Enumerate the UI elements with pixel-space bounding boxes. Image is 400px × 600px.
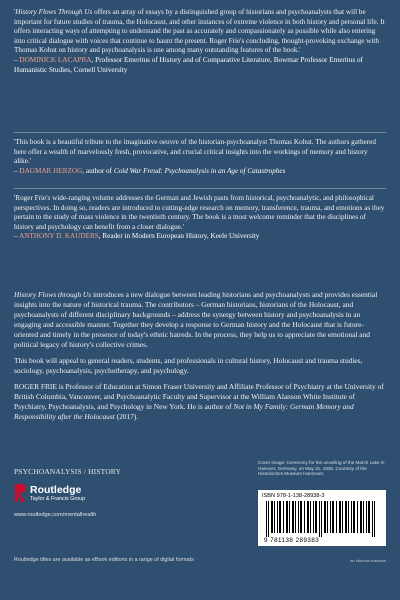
isbn-barcode-box <box>258 490 386 546</box>
ebook-note: Routledge titles are available as eBook editions in a range of digital formats <box>14 557 194 563</box>
cover-image-credit: Cover image: Ceremony for the unveiling of the March Lake in Hanover, Germany, on May 31, 1936. Courtesy of the Historisches Museum Hannover. <box>258 460 385 477</box>
endorser-name: ANTHONY D. KAUDERS <box>19 232 99 241</box>
publisher-group: Taylor & Francis Group <box>30 496 86 502</box>
routledge-logo-icon <box>14 484 26 502</box>
endorsement-attribution: – DOMINICK LACAPRA, Professor Emeritus of History and of Comparative Literature, Bowmar Professor Emeritus of Humanistic Studies, Cornell University <box>14 55 363 74</box>
endorser-name: DAGMAR HERZOG <box>19 166 83 175</box>
endorsement-kauders <box>14 194 386 242</box>
endorsement-lacapra <box>14 8 386 75</box>
book-title: History Flows Through Us <box>15 8 93 16</box>
endorser-name: DOMINICK LACAPRA <box>19 55 92 64</box>
endorsement-attribution: – DAGMAR HERZOG, author of Cold War Freud: Psychoanalysis in an Age of Catastrophes <box>14 166 286 175</box>
barcode-icon <box>264 501 380 537</box>
publisher-name: Routledge <box>30 484 82 496</box>
description-paragraph: History Flows through Us introduces a new dialogue between leading historians and psychoanalysts and provides essential insights into the nature of historical trauma. The contributors – German historians, historians of the Holocaust, and psychoanalysts of different disciplinary backgrounds – address the synergy between history and psychoanalysis in an engaging and accessible manner. Together they develop a response to German history and the Holocaust that is future-oriented and timely in the presence of today's ethnic hatreds. In the process, they help us to appreciate the emotional and political legacy of history's collective crimes. <box>14 290 378 349</box>
isbn-digits: 9 781138 289383 <box>264 537 320 544</box>
endorsement-text: 'Roger Frie's wide-ranging volume addresses the German and Jewish pasts from historical, psychoanalytic, and philosophical perspectives. In doing so, readers are introduced to cutting-edge research on memory, transference, trauma, and emotions as they pertain to the study of mass violence in the twentieth century. The book is a most welcome reminder that the disciplines of history and psychology can benefit from a closer dialogue.' <box>14 194 385 231</box>
isbn-label: ISBN 978-1-138-28938-3 <box>262 493 325 499</box>
informa-credit: an informa business <box>350 558 386 563</box>
subject-category: PSYCHOANALYSIS / HISTORY <box>14 467 122 476</box>
book-description <box>14 290 386 428</box>
endorsement-herzog <box>14 138 386 176</box>
endorsement-text: 'History Flows Through Us offers an array of essays by a distinguished group of historians and psychoanalysts that will be important for future studies of trauma, the Holocaust, and other instances of extreme violence in both history and personal life. It offers interacting ways of attempting to understand the past as accurately and compassionately as possible while also entering into critical dialogue with voices that continue to haunt the present. Roger Frie's concluding, thought-provoking exchange with Thomas Kohut on history and psychoanalysis is one among many outstanding features of the book.' <box>14 8 385 55</box>
endorsement-attribution: – ANTHONY D. KAUDERS, Reader in Modern European History, Keele University <box>14 232 260 241</box>
divider <box>14 188 386 189</box>
author-bio: ROGER FRIE is Professor of Education at Simon Fraser University and Affiliate Professor of Psychiatry at the University of British Columbia, Vancouver, and Psychoanalytic Faculty and Supervisor at the William Alanson White Institute of Psychiatry, Psychoanalysis, and Psychology in New York. He is author of Not in My Family: German Memory and Responsibility after the Holocaust (2017). <box>14 382 384 421</box>
divider <box>14 132 386 133</box>
endorsement-text: 'This book is a beautiful tribute to the imaginative oeuvre of the historian-psychoanalyst Thomas Kohut. The authors gathered here offer a wealth of marvelously fresh, provocative, and crucial critical insights into the workings of memory and history alike.' <box>14 138 376 166</box>
audience-paragraph: This book will appeal to general readers, students, and professionals in cultural history, Holocaust and trauma studies, sociology, psychoanalysis, psychotherapy, and psychology. <box>14 356 363 375</box>
publisher-website: www.routledge.com/mentalhealth <box>14 512 97 518</box>
book-title: History Flows through Us <box>14 290 92 299</box>
